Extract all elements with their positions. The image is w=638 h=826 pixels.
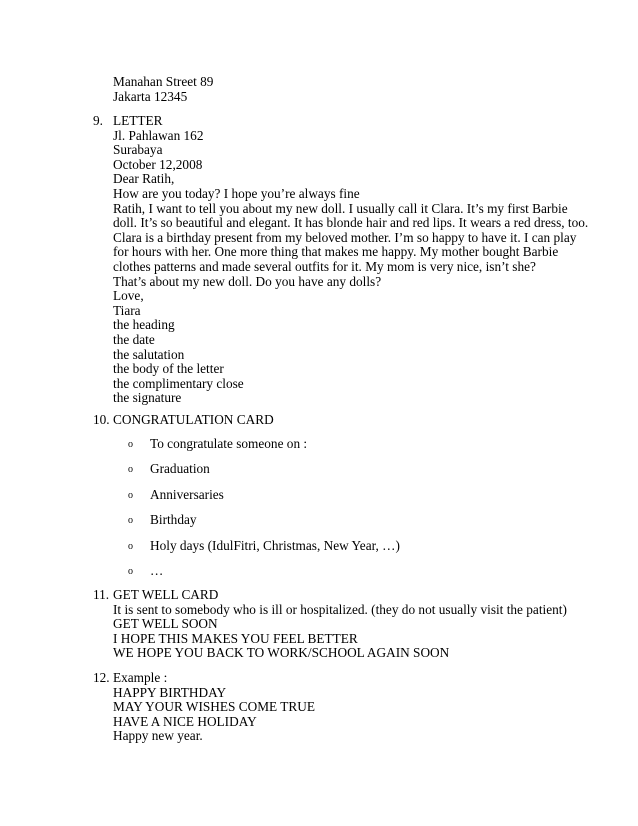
bullet-icon: o <box>128 540 133 552</box>
letter-salutation: Dear Ratih, <box>113 171 175 187</box>
section-number-get-well: 11. <box>93 587 110 602</box>
list-item-text: … <box>150 562 164 578</box>
section-number-example: 12. <box>93 670 110 685</box>
letter-part: the salutation <box>113 346 185 362</box>
letter-section <box>113 114 593 406</box>
example-section <box>113 671 593 744</box>
address-line: Manahan Street 89 <box>113 74 214 89</box>
letter-greeting: How are you today? I hope you’re always fine <box>113 185 360 201</box>
bullet-icon: o <box>128 489 133 501</box>
letter-date-line: October 12,2008 <box>113 156 203 172</box>
section-title-letter: LETTER <box>113 113 163 128</box>
letter-body-line: for hours with her. One more thing that makes me happy. My mother bought Barbie <box>113 244 559 260</box>
section-title-get-well: GET WELL CARD <box>113 587 219 602</box>
letter-address-line: Jl. Pahlawan 162 <box>113 127 204 143</box>
example-line: MAY YOUR WISHES COME TRUE <box>113 699 315 715</box>
list-item-text: Anniversaries <box>150 486 224 502</box>
list-item-text: Holy days (IdulFitri, Christmas, New Year, …) <box>150 537 400 553</box>
section-number-letter: 9. <box>93 113 103 128</box>
get-well-line: WE HOPE YOU BACK TO WORK/SCHOOL AGAIN SOON <box>113 645 450 661</box>
letter-body-line: Clara is a birthday present from my beloved mother. I’m so happy to have it. I can play <box>113 229 577 245</box>
get-well-line: It is sent to somebody who is ill or hospitalized. (they do not usually visit the patient) <box>113 601 567 617</box>
bullet-icon: o <box>128 439 133 450</box>
address-line: Jakarta 12345 <box>113 88 188 104</box>
letter-part: the date <box>113 331 155 347</box>
congratulation-section <box>113 413 593 428</box>
section-title-congratulation: CONGRATULATION CARD <box>113 412 274 427</box>
letter-part: the signature <box>113 390 182 406</box>
letter-body-line: That’s about my new doll. Do you have any dolls? <box>113 273 382 289</box>
list-item-text: Birthday <box>150 512 197 528</box>
letter-part: the complimentary close <box>113 375 244 391</box>
list-item-text: Graduation <box>150 461 210 477</box>
letter-body-line: doll. It’s so beautiful and elegant. It has blonde hair and red lips. It wears a red dress, too. <box>113 215 589 231</box>
example-line: HAVE A NICE HOLIDAY <box>113 713 257 729</box>
bullet-icon: o <box>128 515 133 527</box>
section-title-example: Example : <box>113 670 168 685</box>
get-well-line: I HOPE THIS MAKES YOU FEEL BETTER <box>113 630 358 646</box>
letter-body-line: clothes patterns and made several outfits for it. My mom is very nice, isn’t she? <box>113 258 536 274</box>
get-well-section <box>113 588 593 661</box>
section-number-congratulation: 10. <box>93 412 110 427</box>
bullet-icon: o <box>128 464 133 476</box>
letter-part: the heading <box>113 317 175 333</box>
example-line: Happy new year. <box>113 728 203 744</box>
list-item-text: To congratulate someone on : <box>150 436 308 451</box>
letter-part: the body of the letter <box>113 361 224 377</box>
letter-body-line: Ratih, I want to tell you about my new doll. I usually call it Clara. It’s my first Barbie <box>113 200 568 216</box>
example-line: HAPPY BIRTHDAY <box>113 684 227 700</box>
letter-body <box>113 202 593 290</box>
bullet-icon: o <box>128 565 133 577</box>
letter-signature: Tiara <box>113 302 141 318</box>
letter-closing: Love, <box>113 288 144 304</box>
get-well-line: GET WELL SOON <box>113 616 218 632</box>
letter-city-line: Surabaya <box>113 142 163 158</box>
address-block <box>113 75 593 104</box>
